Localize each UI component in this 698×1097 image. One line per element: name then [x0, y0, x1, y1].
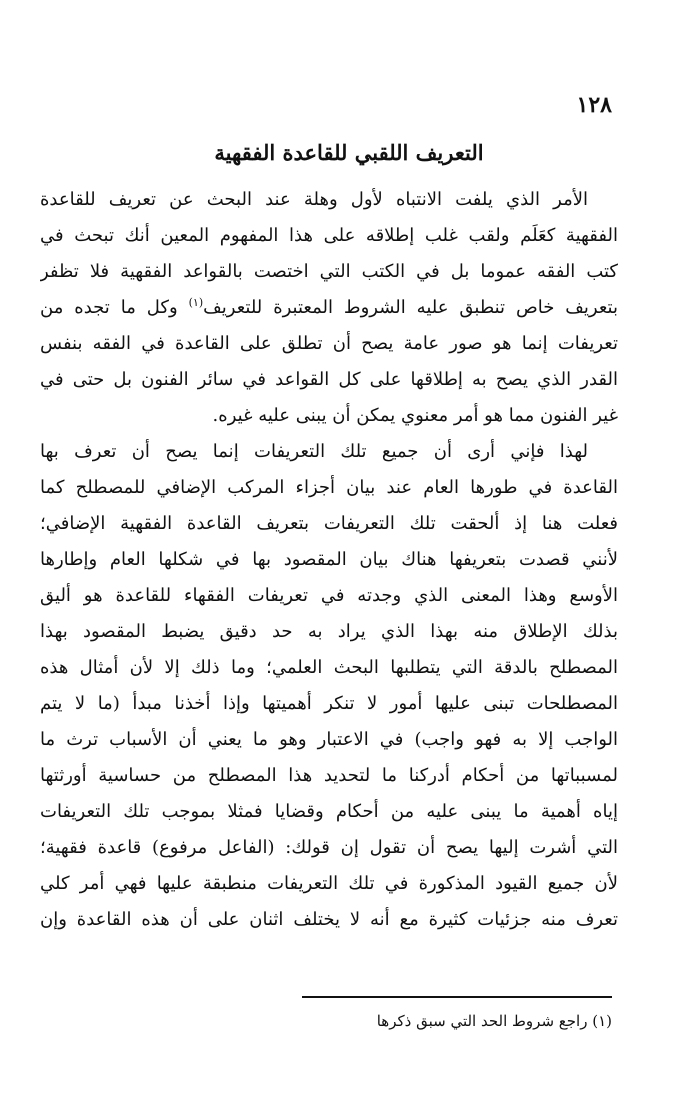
text-line: إياه أهمية ما يبنى عليه من أحكام وقضايا فمثلا بموجب تلك التعريفات [40, 801, 618, 822]
text-line: غير الفنون مما هو أمر معنوي يمكن أن يبنى عليه غيره. [212, 405, 618, 426]
text-line: الأمر الذي يلفت الانتباه لأول وهلة عند البحث عن تعريف للقاعدة [40, 189, 588, 210]
page-number: ١٢٨ [576, 92, 612, 118]
text-line: الأوسع وهذا المعنى الذي وجدته في تعريفات الفقهاء للقاعدة هو أليق [40, 585, 618, 606]
text-line: لأنني قصدت بتعريفها هناك بيان المقصود بها في شكلها العام وإطارها [40, 549, 618, 570]
text-line: كتب الفقه عموما بل في الكتب التي اختصت بالقواعد الفقهية فلا تظفر [40, 261, 618, 282]
text-line: بذلك الإطلاق منه بهذا الذي يراد به حد دقيق يضبط المقصود بهذا [40, 621, 618, 642]
text-line: الفقهية كعَلَم ولقب غلب إطلاقه على هذا المفهوم المعين أنك تبحث في [40, 225, 618, 246]
text-line: فعلت هنا إذ ألحقت تلك التعريفات بتعريف القاعدة الفقهية الإضافي؛ [40, 513, 618, 534]
text-line: القاعدة في طورها العام عند بيان أجزاء المركب الإضافي للمصطلح كما [40, 477, 618, 498]
text-segment: وكل ما تجده من [40, 297, 189, 318]
footnote-marker: (١) [188, 296, 204, 309]
footnote-divider [302, 996, 612, 998]
section-heading: التعريف اللقبي للقاعدة الفقهية [214, 140, 484, 165]
text-line: المصطلحات تبنى عليها أمور لا تنكر أهميتها وإذا أخذنا مبدأ (ما لا يتم [40, 693, 618, 714]
text-line: التي أشرت إليها يصح أن تقول إن قولك: (الفاعل مرفوع) قاعدة فقهية؛ [40, 837, 618, 858]
body-text [40, 182, 618, 938]
text-line: تعريفات إنما هو صور عامة يصح أن تطلق على القاعدة في الفقه بنفس [40, 333, 618, 354]
text-line-with-footnote [40, 290, 618, 326]
text-line: المصطلح بالدقة التي يتطلبها البحث العلمي؛ وما ذلك إلا لأن أمثال هذه [40, 657, 618, 678]
footnote: (١) راجع شروط الحد التي سبق ذكرها [376, 1012, 612, 1030]
text-line: لمسبباتها من أحكام أدركنا ما لتحديد هذا المصطلح من حساسية أورثتها [40, 765, 618, 786]
text-line: القدر الذي يصح به إطلاقها على كل القواعد في سائر الفنون بل حتى في [40, 369, 618, 390]
text-line: الواجب إلا به فهو واجب) في الاعتبار وهو ما يعني أن الأسباب ترث ما [40, 729, 618, 750]
text-line: تعرف منه جزئيات كثيرة مع أنه لا يختلف اثنان على أن هذه القاعدة وإن [40, 909, 618, 930]
text-segment: بتعريف خاص تنطبق عليه الشروط المعتبرة للتعريف [203, 297, 618, 318]
text-line: لأن جميع القيود المذكورة في تلك التعريفات منطبقة عليها فهي أمر كلي [40, 873, 618, 894]
text-line: لهذا فإني أرى أن جميع تلك التعريفات إنما يصح أن تعرف بها [40, 441, 588, 462]
